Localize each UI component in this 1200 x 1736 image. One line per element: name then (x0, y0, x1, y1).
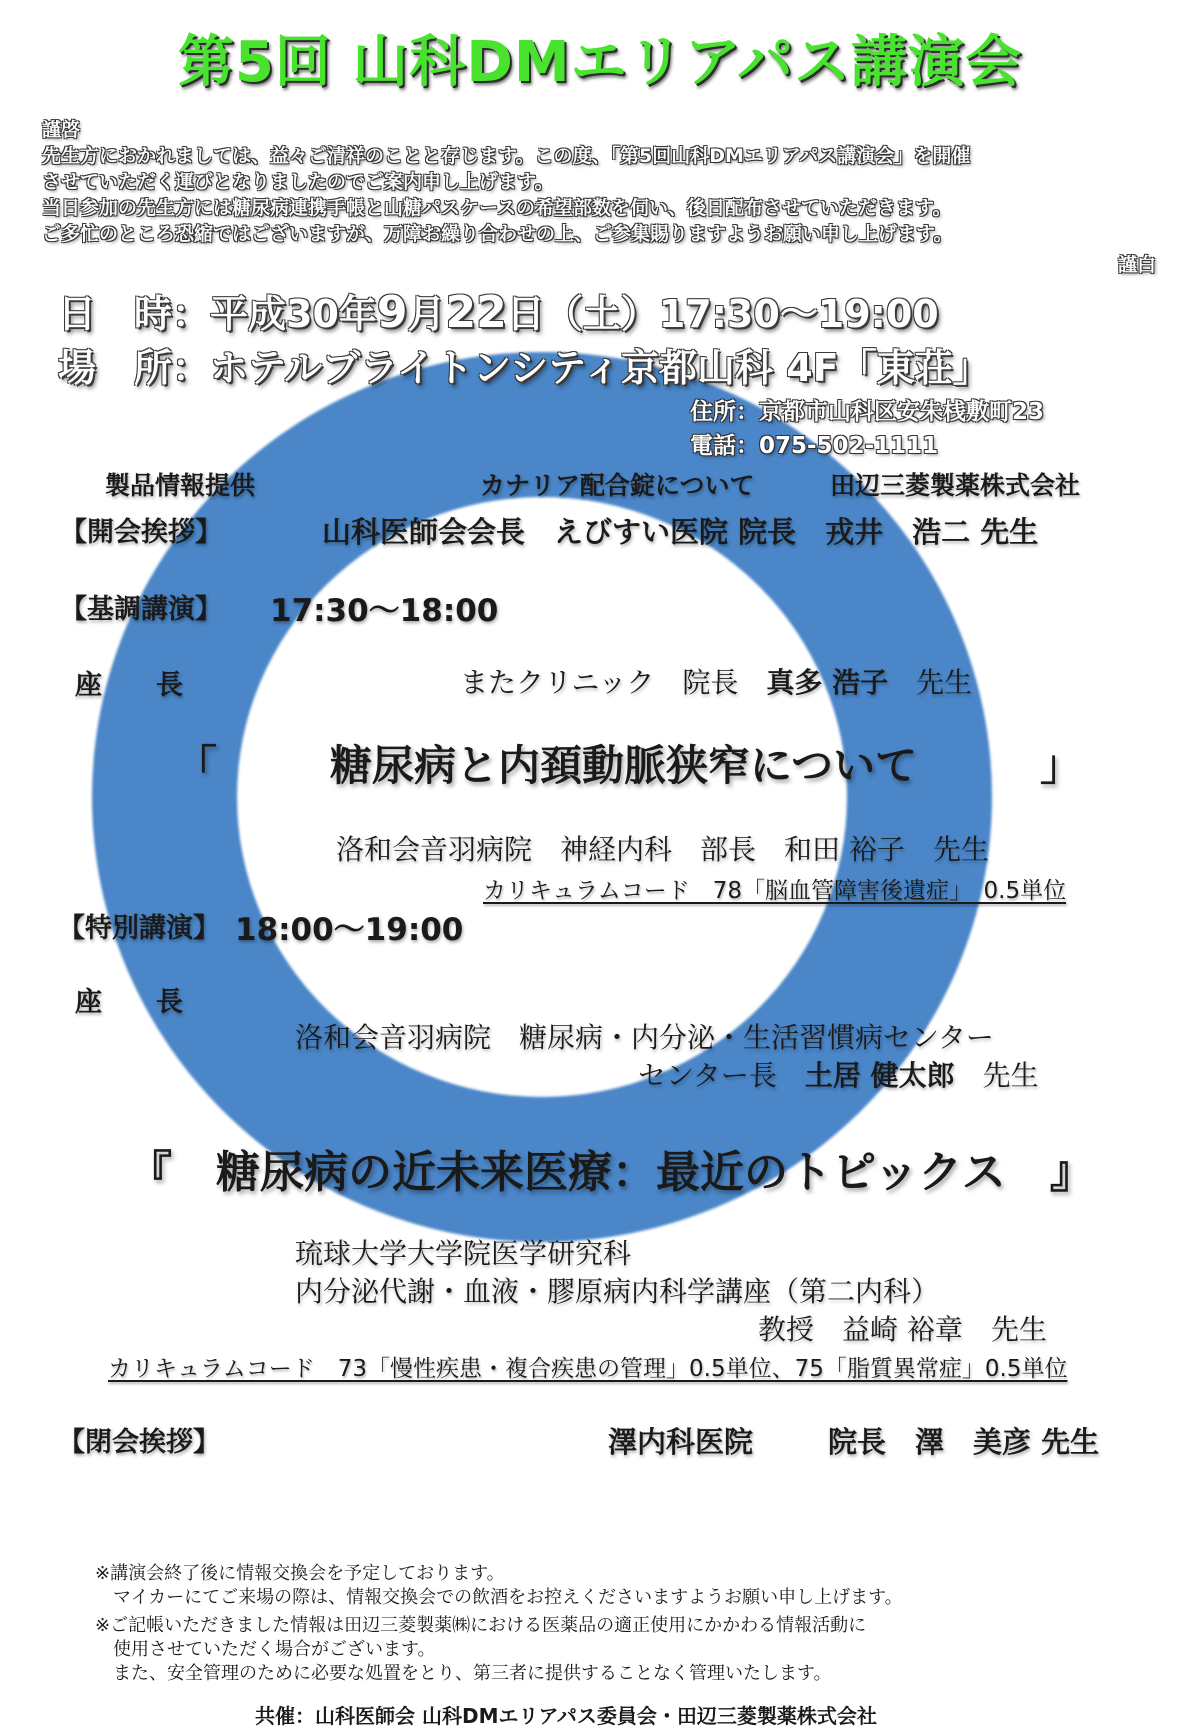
closing-address-speaker: 院長 澤 美彦 先生 (828, 1425, 1100, 1459)
keynote-talk-title: 糖尿病と内頚動脈狭窄について (330, 741, 918, 790)
datetime-month: 9 (376, 287, 408, 338)
special-label: 【特別講演】 (58, 913, 220, 944)
greeting-line-2: させていただく運びとなりましたのでご案内申し上げます。 (42, 171, 554, 193)
keynote-speaker-suffix: 先生 (932, 833, 989, 866)
greeting-closing: 謹白 (1118, 254, 1157, 276)
opening-address-speaker: 山科医師会会長 えびすい医院 院長 戎井 浩二 先生 (322, 515, 1039, 549)
keynote-close-bracket: 」 (1040, 741, 1083, 790)
datetime-weekday: （土） (544, 292, 659, 336)
page-title: 第5回 山科DMエリアパス講演会 (177, 30, 1023, 95)
keynote-speaker-affiliation: 洛和会音羽病院 神経内科 部長 (336, 833, 757, 866)
greeting-line-1: 先生方におかれましては、益々ご清祥のことと存じます。この度、「第5回山科DMエリアパス講演会」を開催 (42, 145, 971, 167)
keynote-speaker-name: 和田 裕子 (784, 833, 905, 866)
datetime-era: 平成30年 (210, 292, 377, 336)
venue-address: 住所：京都市山科区安朱桟敷町23 (690, 399, 1045, 425)
product-info-company: 田辺三菱製薬株式会社 (830, 471, 1081, 500)
product-info-topic: カナリア配合錠について (480, 471, 755, 500)
keynote-chair (460, 661, 972, 701)
event-venue (58, 337, 991, 392)
special-chair-suffix: 先生 (982, 1059, 1039, 1092)
note-line-2: マイカーにてご来場の際は、情報交換会での飲酒をお控えくださいますようお願い申し上げます。 (95, 1587, 903, 1608)
note-line-1: ※講演会終了後に情報交換会を予定しております。 (95, 1563, 505, 1584)
special-chair-line-2 (638, 1054, 1039, 1094)
special-chair-name: 土居 健太郎 (804, 1059, 955, 1092)
note-line-5: また、安全管理のために必要な処置をとり、第三者に提供することなく管理いたします。 (95, 1663, 832, 1684)
greeting-line-3: 当日参加の先生方には糖尿病連携手帳と山糖パスケースの希望部数を伺い、後日配布させていただきます。 (42, 197, 952, 219)
product-info-label: 製品情報提供 (105, 471, 256, 500)
sponsor-line: 共催：山科医師会 山科DMエリアパス委員会・田辺三菱製薬株式会社 (255, 1704, 877, 1728)
keynote-time: 17:30〜18:00 (270, 593, 499, 629)
venue-phone: 電話：075-502-1111 (690, 433, 939, 459)
datetime-time: 17:30〜19:00 (658, 292, 939, 336)
keynote-speaker (336, 828, 989, 868)
datetime-month-unit: 月 (407, 292, 446, 336)
special-talk-title: 『 糖尿病の近未来医療：最近のトピックス 』 (128, 1147, 1094, 1198)
keynote-chair-name: 真多 浩子 (766, 666, 889, 699)
venue-label: 場 所： (58, 346, 211, 390)
note-line-4: 使用させていただく場合がございます。 (95, 1639, 436, 1660)
special-chair-prefix: センター長 (638, 1059, 777, 1092)
keynote-open-bracket: 「 (175, 741, 218, 790)
special-speaker-name: 益崎 裕章 (842, 1313, 963, 1346)
special-chair-line-1: 洛和会音羽病院 糖尿病・内分泌・生活習慣病センター (295, 1021, 994, 1054)
special-chair-label: 座 長 (75, 987, 183, 1018)
special-speaker-line-2: 内分泌代謝・血液・膠原病内科学講座（第二内科） (295, 1275, 940, 1308)
event-datetime (58, 283, 939, 338)
datetime-day-unit: 日 (506, 292, 545, 336)
venue-name: ホテルブライトンシティ京都山科 4F「東荘」 (210, 346, 991, 390)
keynote-curriculum: カリキュラムコード 78「脳血管障害後遺症」 0.5単位 (483, 878, 1067, 904)
datetime-day: 22 (445, 287, 507, 338)
keynote-label: 【基調講演】 (60, 594, 222, 625)
closing-address-label: 【閉会挨拶】 (58, 1427, 220, 1458)
special-curriculum: カリキュラムコード 73「慢性疾患・複合疾患の管理」0.5単位、75「脂質異常症」0.5単位 (108, 1356, 1068, 1382)
datetime-label: 日 時： (58, 292, 211, 336)
greeting-opening: 謹啓 (42, 119, 81, 141)
keynote-chair-label: 座 長 (75, 670, 183, 701)
opening-address-label: 【開会挨拶】 (60, 517, 222, 548)
keynote-chair-suffix: 先生 (916, 666, 973, 699)
special-speaker-line-1: 琉球大学大学院医学研究科 (295, 1237, 632, 1270)
special-speaker-title: 教授 (758, 1313, 815, 1346)
special-speaker-line-3 (758, 1308, 1047, 1348)
note-line-3: ※ご記帳いただきました情報は田辺三菱製薬㈱における医薬品の適正使用にかかわる情報活動に (95, 1615, 867, 1636)
special-speaker-suffix: 先生 (990, 1313, 1047, 1346)
special-time: 18:00〜19:00 (235, 912, 464, 948)
keynote-chair-affiliation: またクリニック 院長 (460, 666, 739, 699)
closing-address-clinic: 澤内科医院 (608, 1425, 754, 1459)
greeting-line-4: ご多忙のところ恐縮ではございますが、万障お繰り合わせの上、ご参集賜りますようお願い申し上げます。 (42, 223, 953, 245)
